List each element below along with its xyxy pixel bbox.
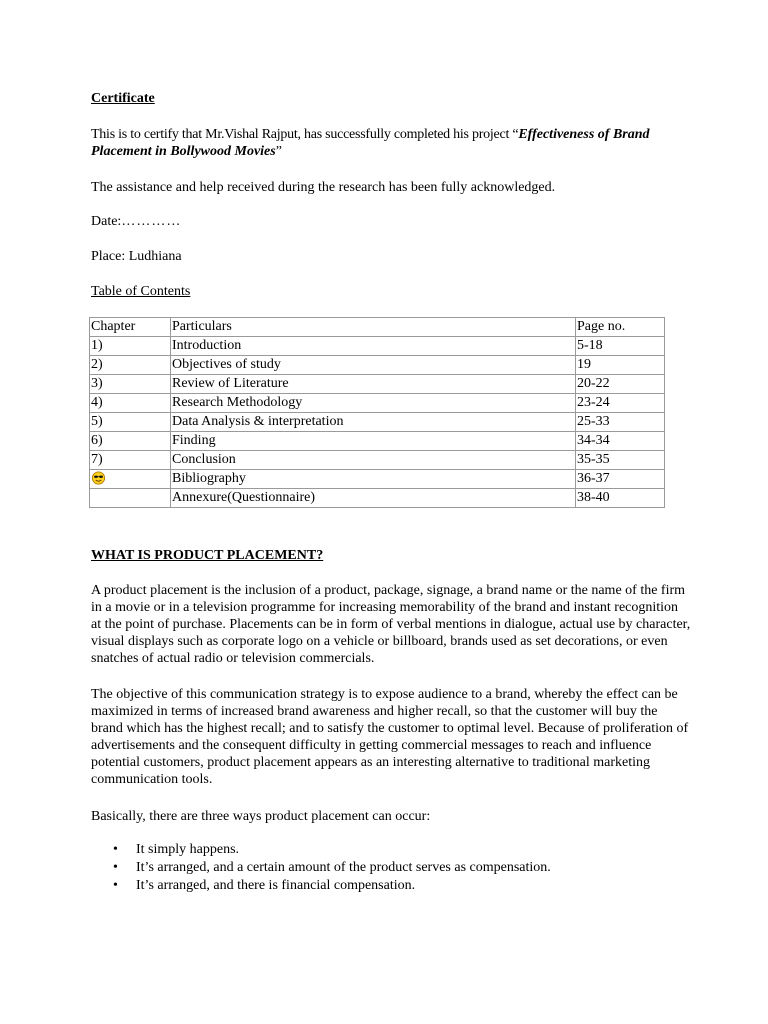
certificate-statement [91, 126, 691, 160]
toc-particulars: Bibliography [171, 470, 576, 489]
certificate-lead-text: This is to certify that Mr.Vishal Rajput, has successfully completed his project “ [91, 127, 519, 142]
toc-pages: 19 [576, 356, 665, 375]
toc-pages: 5-18 [576, 337, 665, 356]
toc-particulars: Annexure(Questionnaire) [171, 489, 576, 508]
toc-header-particulars: Particulars [171, 318, 576, 337]
date-value: ………… [121, 214, 182, 229]
list-item [91, 877, 551, 895]
toc-pages: 20-22 [576, 375, 665, 394]
toc-particulars: Objectives of study [171, 356, 576, 375]
toc-chapter: 2) [90, 356, 171, 375]
toc-chapter: 1) [90, 337, 171, 356]
toc-particulars: Conclusion [171, 451, 576, 470]
toc-row [90, 432, 665, 451]
place-line: Place: Ludhiana [91, 249, 182, 264]
toc-particulars: Introduction [171, 337, 576, 356]
toc-particulars: Review of Literature [171, 375, 576, 394]
list-item-text: It simply happens. [136, 842, 240, 857]
toc-table [89, 317, 665, 508]
toc-chapter: 5) [90, 413, 171, 432]
bullet-icon: • [113, 860, 118, 875]
toc-pages: 34-34 [576, 432, 665, 451]
paragraph-definition: A product placement is the inclusion of a product, package, signage, a brand name or the name of the firm in a movie or in a television programme for increasing memorability of the brand and instant recognition at the point of purchase. Placements can be in form of verbal mentions in dialogue, actual use by character, visual displays such as corporate logo on a vehicle or billboard, brands used as set decorations, or even snatches of actual radio or television commercials. [91, 583, 691, 666]
toc-chapter: 3) [90, 375, 171, 394]
toc-heading: Table of Contents [91, 284, 191, 299]
toc-particulars: Research Methodology [171, 394, 576, 413]
project-title: Effectiveness of Brand Placement in Bollywood Movies [91, 127, 650, 159]
toc-chapter [90, 470, 171, 489]
list-item-text: It’s arranged, and a certain amount of the product serves as compensation. [136, 860, 551, 875]
toc-chapter: 4) [90, 394, 171, 413]
bullet-icon: • [113, 842, 118, 857]
toc-row [90, 356, 665, 375]
assistance-statement: The assistance and help received during the research has been fully acknowledged. [91, 180, 556, 195]
toc-particulars: Finding [171, 432, 576, 451]
section-heading: WHAT IS PRODUCT PLACEMENT? [91, 548, 324, 563]
toc-row [90, 375, 665, 394]
sunglasses-smiley-icon [91, 471, 106, 485]
toc-chapter: 6) [90, 432, 171, 451]
toc-chapter: 7) [90, 451, 171, 470]
toc-pages: 38-40 [576, 489, 665, 508]
toc-header-page: Page no. [576, 318, 665, 337]
toc-pages: 36-37 [576, 470, 665, 489]
toc-pages: 23-24 [576, 394, 665, 413]
toc-row [90, 451, 665, 470]
toc-row [90, 489, 665, 508]
toc-row [90, 470, 665, 489]
toc-header-chapter: Chapter [90, 318, 171, 337]
toc-pages: 35-35 [576, 451, 665, 470]
toc-chapter [90, 489, 171, 508]
toc-particulars: Data Analysis & interpretation [171, 413, 576, 432]
certificate-heading: Certificate [91, 91, 155, 106]
toc-header-row [90, 318, 665, 337]
ways-list [91, 841, 551, 895]
toc-row [90, 337, 665, 356]
ways-intro: Basically, there are three ways product placement can occur: [91, 809, 431, 824]
toc-row [90, 413, 665, 432]
date-line [91, 213, 181, 230]
toc-pages: 25-33 [576, 413, 665, 432]
list-item-text: It’s arranged, and there is financial compensation. [136, 878, 416, 893]
paragraph-objective: The objective of this communication strategy is to expose audience to a brand, whereby the effect can be maximized in terms of increased brand awareness and higher recall, so that the customer will buy the brand which has the highest recall; and to satisfy the customer to optimal level. Because of proliferation of advertisements and the consequent difficulty in getting commercial messages to reach and influence potential customers, product placement appears as an interesting alternative to traditional marketing communication tools. [91, 687, 689, 787]
bullet-icon: • [113, 878, 118, 893]
list-item [91, 841, 551, 859]
toc-row [90, 394, 665, 413]
list-item [91, 859, 551, 877]
close-quote: ” [275, 144, 282, 159]
date-label: Date: [91, 214, 122, 229]
